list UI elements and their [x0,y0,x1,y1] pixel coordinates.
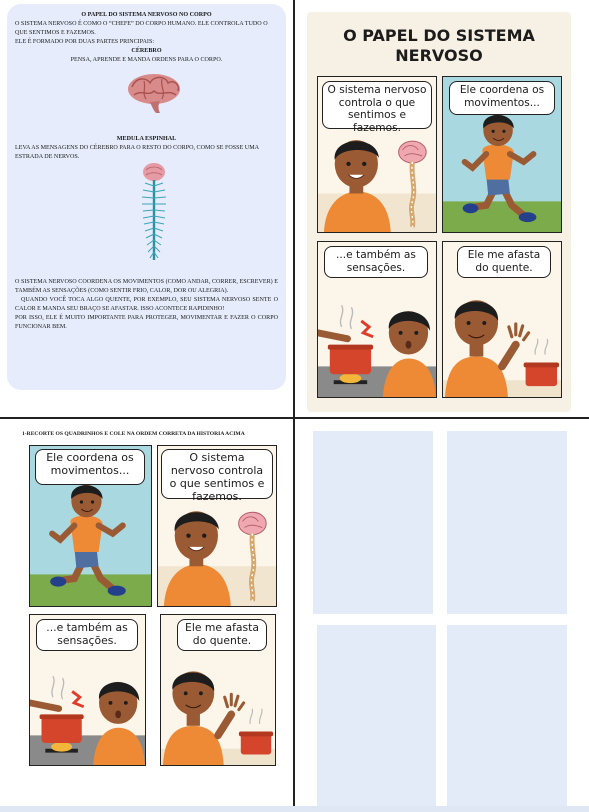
speech-bubble-move: Ele coordena os movimentos... [35,449,145,485]
comic-panel-move [442,76,562,233]
comic-title [307,26,571,66]
cutout-panel-hot[interactable] [160,614,276,766]
brain-text: PENSA, APRENDE E MANDA ORDENS PARA O CORPO. [70,57,223,63]
spine-heading: MEDULA ESPINHAL [116,136,177,142]
page-divider-horizontal [0,417,589,419]
speech-bubble-sense: ...e também as sensações. [36,619,138,651]
spinal-cord-icon [134,162,174,262]
comic-panel-hot [442,241,562,398]
info-title: O PAPEL DO SISTEMA NERVOSO NO CORPO [81,12,212,18]
speech-bubble-control: O sistema nervoso controla o que sentimos e fazemos. [161,449,273,499]
bottom-strip [0,806,589,812]
comic-panel-control [317,76,437,233]
comic-title-line-1: O PAPEL DO SISTEMA [343,26,535,45]
spine-illustration [15,162,278,264]
info-paragraph-3: POR ISSO, ELE É MUITO IMPORTANTE PARA PROTEGER, MOVIMENTAR E FAZER O CORPO FUNCIONAR BEM. [15,315,278,330]
comic-title-line-2: NERVOSO [395,46,483,65]
paste-slot-1[interactable] [313,431,433,614]
cutout-instruction: 1-RECORTE OS QUADRINHOS E COLE NA ORDEM CORRETA DA HISTORIA ACIMA [22,431,245,437]
speech-bubble-hot: Ele me afasta do quente. [177,619,267,651]
speech-bubble-sense: ...e também as sensações. [324,246,428,278]
info-panel [7,4,286,390]
brain-heading: CÉREBRO [131,48,162,54]
page-divider-vertical [293,0,295,812]
paste-slot-3[interactable] [317,625,436,806]
paste-slot-4[interactable] [447,625,567,806]
brain-icon [124,71,184,115]
speech-bubble-move: Ele coordena os movimentos... [449,81,555,115]
cutout-panel-move[interactable] [29,445,152,607]
info-paragraph-1: O SISTEMA NERVOSO COORDENA OS MOVIMENTOS (COMO ANDAR, CORRER, ESCREVER) E TAMBÉM AS SENSAÇÕES (COMO SENTIR FRIO, CALOR, DOR OU ALEGRIA). [15,279,278,294]
paste-slot-2[interactable] [447,431,567,614]
brain-illustration [15,65,278,117]
cutout-panel-sense[interactable] [29,614,146,766]
speech-bubble-control: O sistema nervoso controla o que sentimos e fazemos. [322,81,432,129]
spine-text: LEVA AS MENSAGENS DO CÉREBRO PARA O RESTO DO CORPO, COMO SE FOSSE UMA ESTRADA DE NERVOS. [15,145,259,160]
speech-bubble-hot: Ele me afasta do quente. [457,246,551,278]
info-intro-2: ELE É FORMADO POR DUAS PARTES PRINCIPAIS: [15,39,155,45]
comic-panel-sense [317,241,437,398]
cutout-panel-control[interactable] [157,445,277,607]
info-paragraph-2: QUANDO VOCÊ TOCA ALGO QUENTE, POR EXEMPLO, SEU SISTEMA NERVOSO SENTE O CALOR E MANDA SEU BRAÇO SE AFASTAR. ISSO ACONTECE RAPIDINHO! [15,297,278,312]
info-intro-1: O SISTEMA NERVOSO É COMO O “CHEFE” DO CORPO HUMANO. ELE CONTROLA TUDO O QUE SENTIMOS E FAZEMOS. [15,21,268,36]
